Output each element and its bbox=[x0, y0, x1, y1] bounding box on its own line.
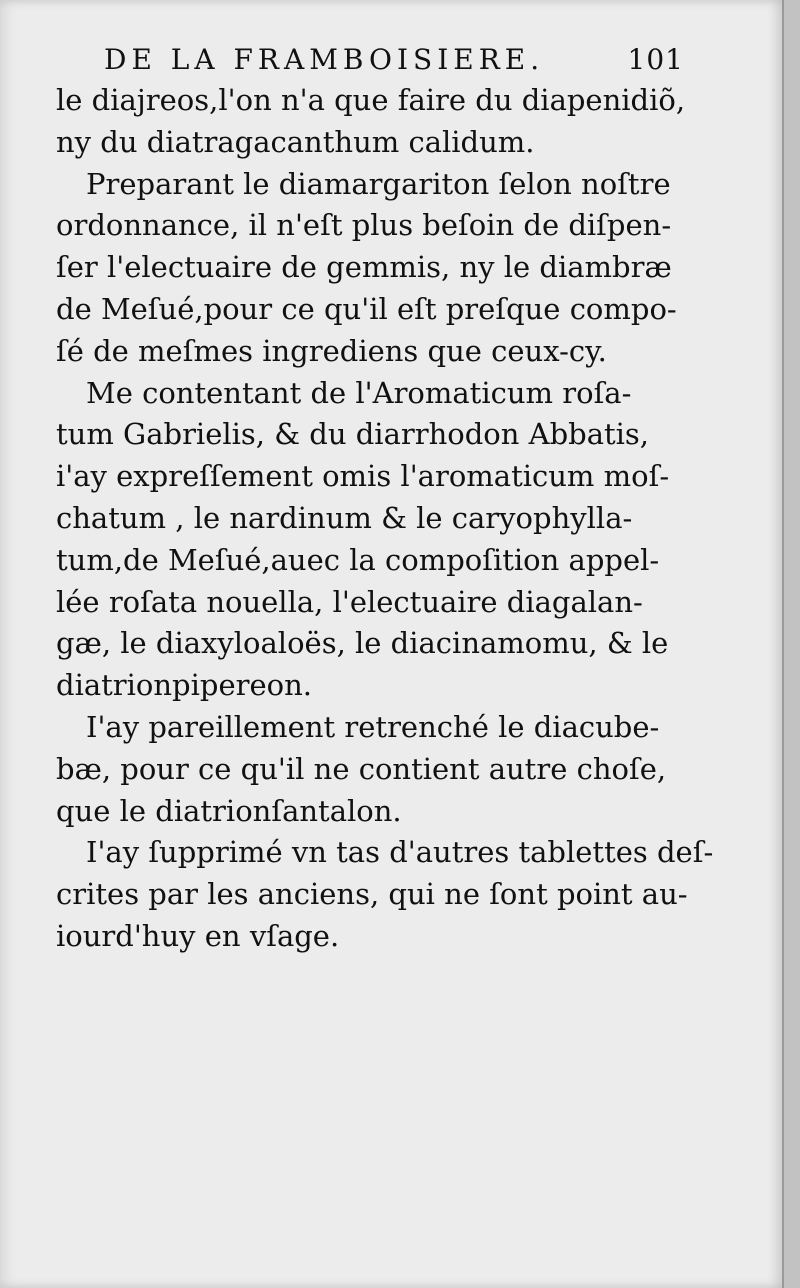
text-line: ſé de meſmes ingrediens que ceux-cy. bbox=[56, 333, 607, 368]
text-line: le diajreos,l'on n'a que faire du diapenidiõ, bbox=[56, 83, 686, 117]
text-line: ordonnance, il n'eſt plus beſoin de diſpen- bbox=[56, 208, 672, 243]
body-text bbox=[56, 80, 716, 958]
page-header bbox=[104, 43, 684, 83]
text-line: bæ, pour ce qu'il ne contient autre choſe, bbox=[56, 751, 667, 786]
text-line: de Meſué,pour ce qu'il eſt preſque compo- bbox=[56, 291, 677, 326]
text-line: tum Gabrielis, & du diarrhodon Abbatis, bbox=[56, 417, 650, 452]
page-edge-shadow bbox=[784, 0, 800, 1288]
text-line: ny du diatragacanthum calidum. bbox=[56, 124, 535, 159]
text-line: I'ay pareillement retrenché le diacube- bbox=[86, 709, 660, 744]
text-line: gæ, le diaxyloaloës, le diacinamomu, & le bbox=[56, 626, 669, 661]
text-line: diatrionpipereon. bbox=[56, 668, 313, 703]
text-line: que le diatrionſantalon. bbox=[56, 793, 402, 828]
running-title: DE LA FRAMBOISIERE. bbox=[104, 43, 545, 76]
text-line: Me contentant de l'Aromaticum roſa- bbox=[86, 375, 632, 410]
text-line: i'ay expreſſement omis l'aromaticum moſ- bbox=[56, 459, 670, 494]
text-line: I'ay ſupprimé vn tas d'autres tablettes deſ- bbox=[86, 835, 714, 870]
text-line: tum,de Meſué,auec la compoſition appel- bbox=[56, 542, 660, 577]
text-line: ſer l'electuaire de gemmis, ny le diambræ bbox=[56, 250, 672, 285]
page-number: 101 bbox=[627, 43, 684, 76]
text-line: lée roſata nouella, l'electuaire diagalan- bbox=[56, 584, 643, 619]
text-line: iourd'huy en vſage. bbox=[56, 918, 340, 953]
text-line: chatum , le nardinum & le caryophylla- bbox=[56, 500, 633, 535]
text-line: crites par les anciens, qui ne ſont point au- bbox=[56, 877, 688, 912]
text-line: Preparant le diamargariton ſelon noſtre bbox=[86, 166, 671, 201]
